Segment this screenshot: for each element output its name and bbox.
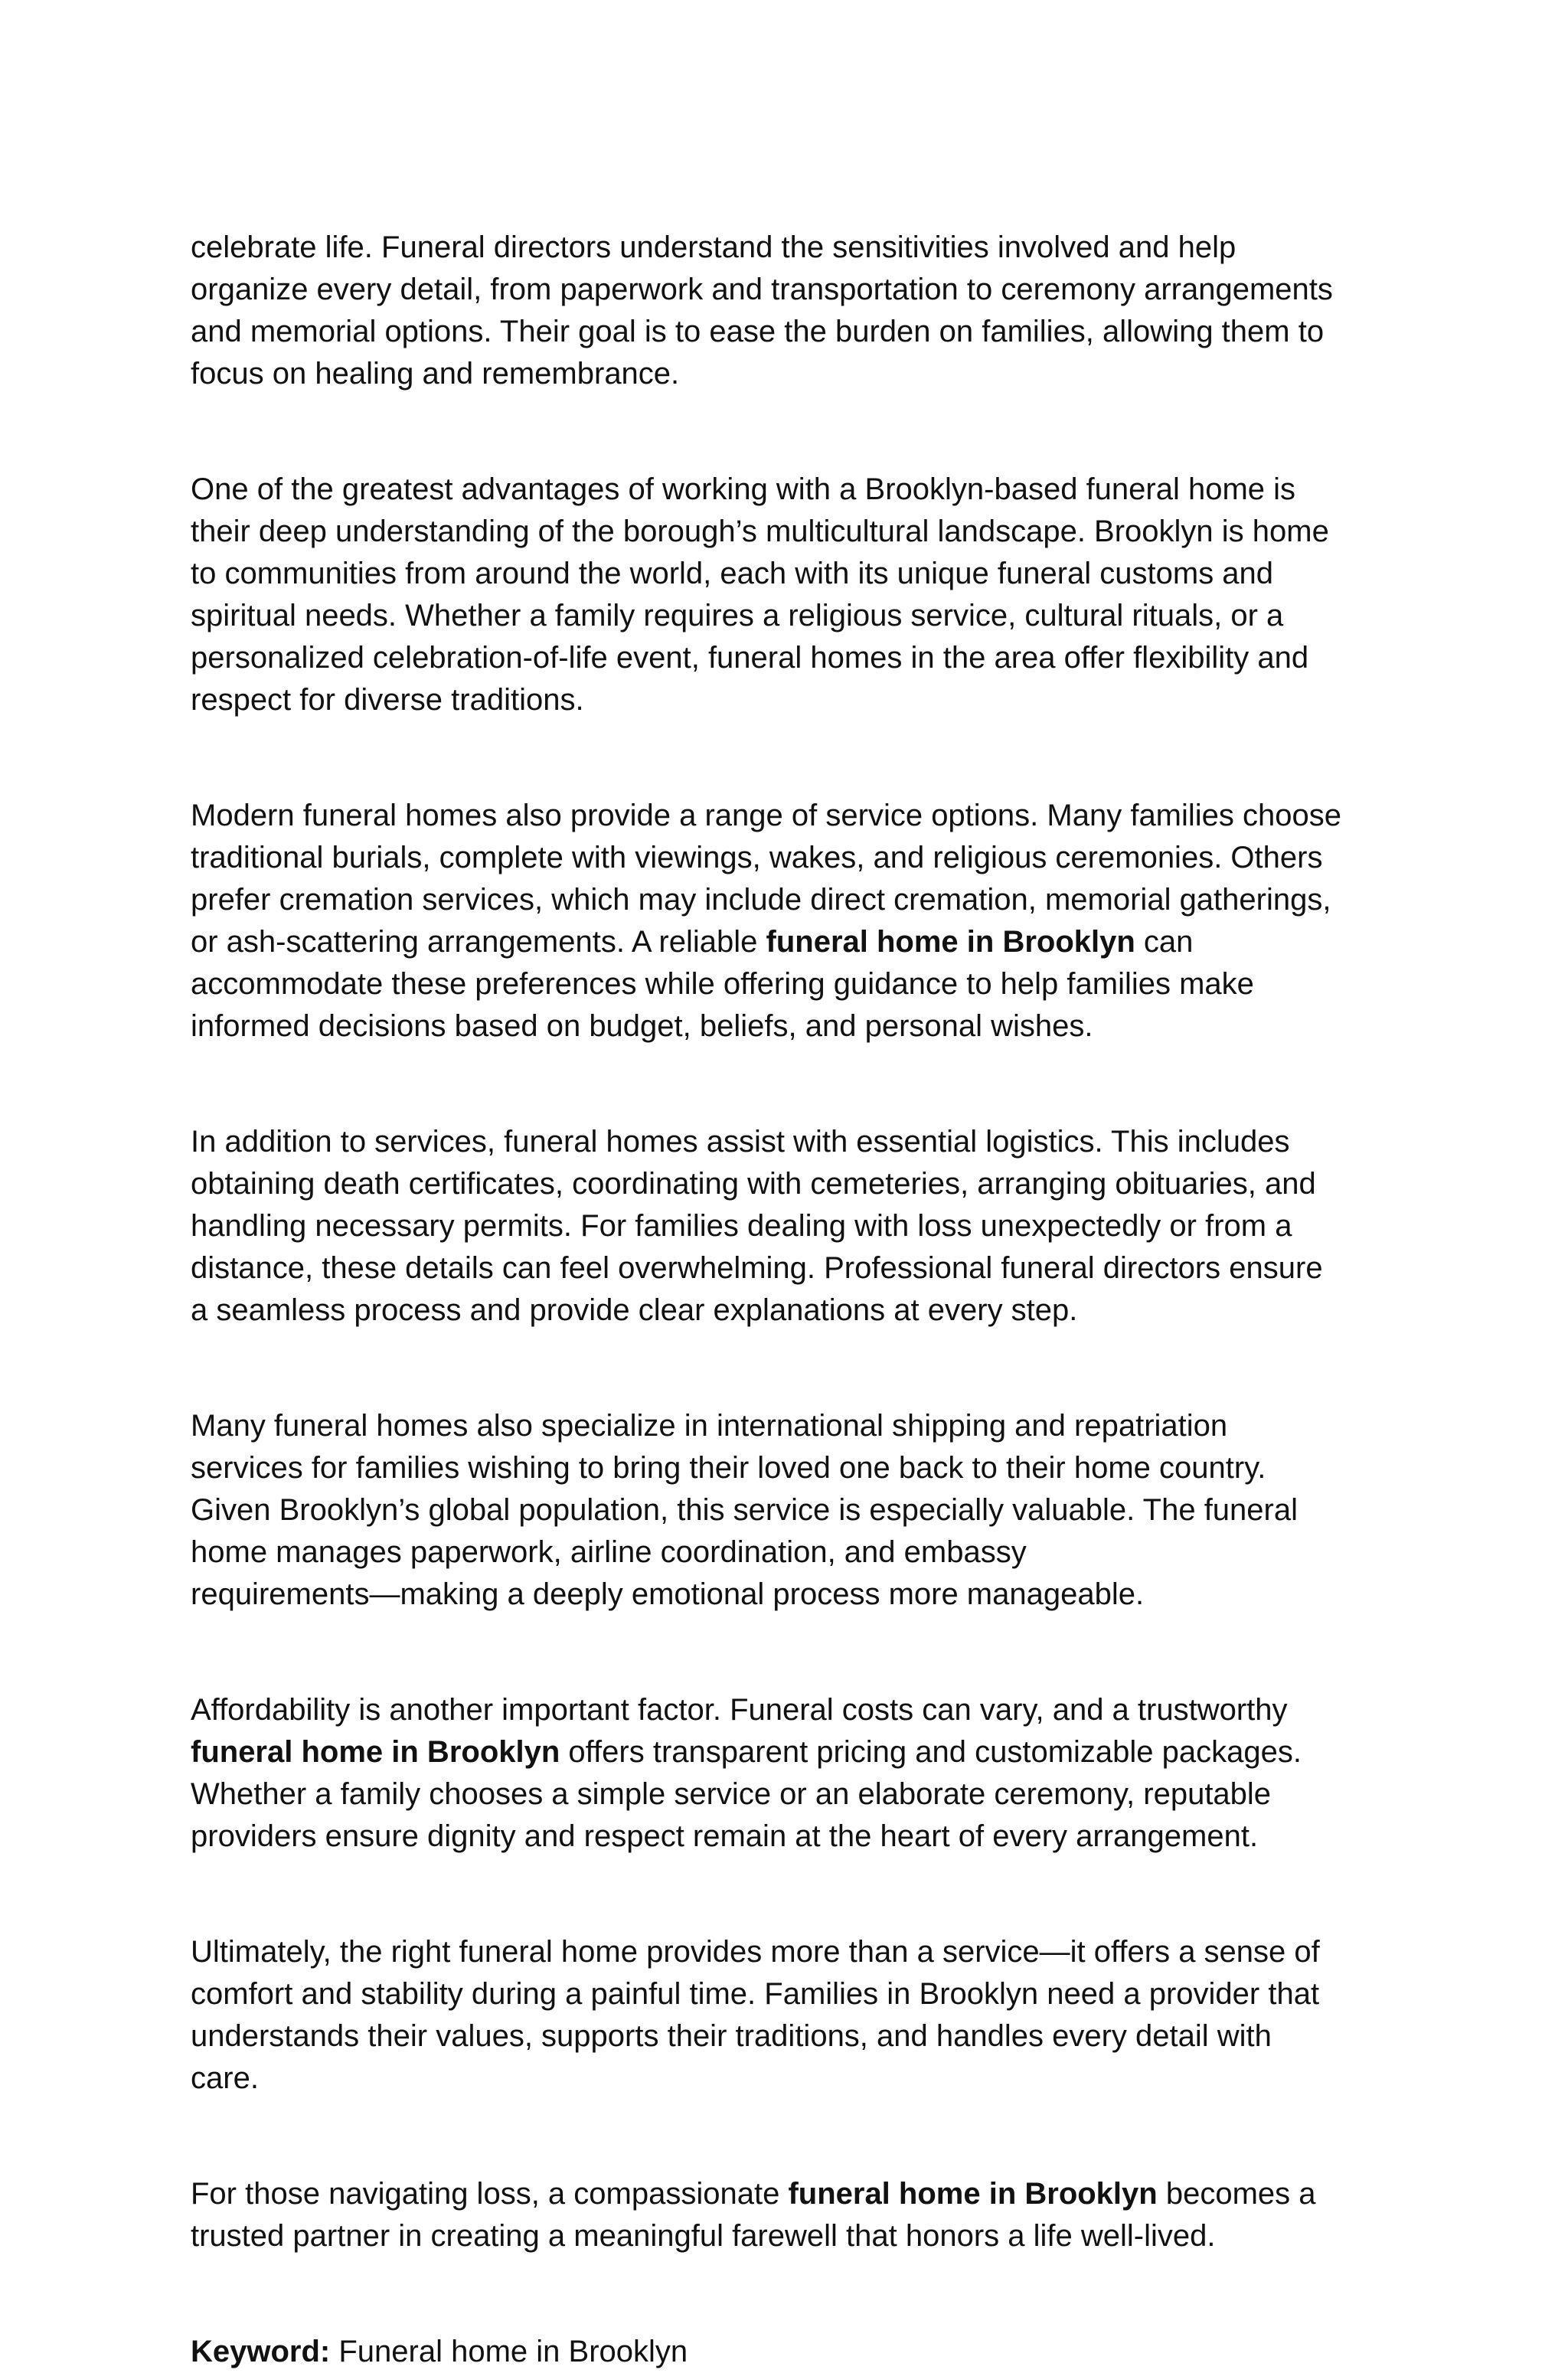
paragraph-text: can accommodate these preferences while offering guidance to help families make informed decisions based on budget, beliefs, and personal wishes. <box>191 925 1254 1043</box>
keyword-highlight: funeral home in Brooklyn <box>191 1735 560 1769</box>
paragraph-text: celebrate life. Funeral directors understand the sensitivities involved and help organize every detail, from paperwork and transportation to ceremony arrangements and memorial options. Their goal is to ease the burden on families, allowing them to focus on healing and remembrance. <box>191 230 1333 391</box>
paragraph-text: becomes a trusted partner in creating a meaningful farewell that honors a life well-lived. <box>191 2177 1316 2253</box>
paragraph-text: One of the greatest advantages of working with a Brooklyn-based funeral home is their deep understanding of the borough’s multicultural landscape. Brooklyn is home to communities from around the world, each with its unique funeral customs and spiritual needs. Whether a family requires a religious service, cultural rituals, or a personalized celebration-of-life event, funeral homes in the area offer flexibility and respect for diverse traditions. <box>191 472 1329 717</box>
keyword-label: Keyword: <box>191 2335 331 2368</box>
keyword-line <box>191 2289 1400 2373</box>
paragraph-multicultural <box>191 427 1400 721</box>
paragraph-affordability <box>191 1647 1400 1858</box>
paragraph-intro <box>191 185 1400 395</box>
paragraph-ultimately <box>191 1889 1400 2100</box>
keyword-highlight: funeral home in Brooklyn <box>766 925 1135 959</box>
paragraph-text: offers transparent pricing and customizable packages. Whether a family chooses a simple service or an elaborate ceremony, reputable providers ensure dignity and respect remain at the heart of every arrangement. <box>191 1735 1302 1853</box>
paragraph-text: Affordability is another important factor. Funeral costs can vary, and a trustworthy <box>191 1693 1288 1727</box>
paragraph-repatriation <box>191 1363 1400 1616</box>
paragraph-text: Modern funeral homes also provide a range of service options. Many families choose traditional burials, complete with viewings, wakes, and religious ceremonies. Others prefer cremation services, which may include direct cremation, memorial gatherings, or ash-scattering arrangements. A reliable <box>191 799 1342 959</box>
paragraph-text: In addition to services, funeral homes assist with essential logistics. This includes obtaining death certificates, coordinating with cemeteries, arranging obituaries, and handling necessary permits. For families dealing with loss unexpectedly or from a distance, these details can feel overwhelming. Professional funeral directors ensure a seamless process and provide clear explanations at every step. <box>191 1125 1323 1327</box>
paragraph-service-options <box>191 753 1400 1048</box>
document-page <box>191 185 1400 2373</box>
paragraph-logistics <box>191 1079 1400 1332</box>
paragraph-text: Ultimately, the right funeral home provides more than a service—it offers a sense of comfort and stability during a painful time. Families in Brooklyn need a provider that understands their values, supports their traditions, and handles every detail with care. <box>191 1935 1320 2095</box>
paragraph-conclusion <box>191 2131 1400 2257</box>
keyword-value: Funeral home in Brooklyn <box>330 2335 688 2368</box>
paragraph-text: Many funeral homes also specialize in international shipping and repatriation services for families wishing to bring their loved one back to their home country. Given Brooklyn’s global population, this service is especially valuable. The funeral home manages paperwork, airline coordination, and embassy requirements—making a deeply emotional process more manageable. <box>191 1409 1298 1611</box>
paragraph-text: For those navigating loss, a compassionate <box>191 2177 789 2211</box>
keyword-highlight: funeral home in Brooklyn <box>788 2177 1158 2211</box>
